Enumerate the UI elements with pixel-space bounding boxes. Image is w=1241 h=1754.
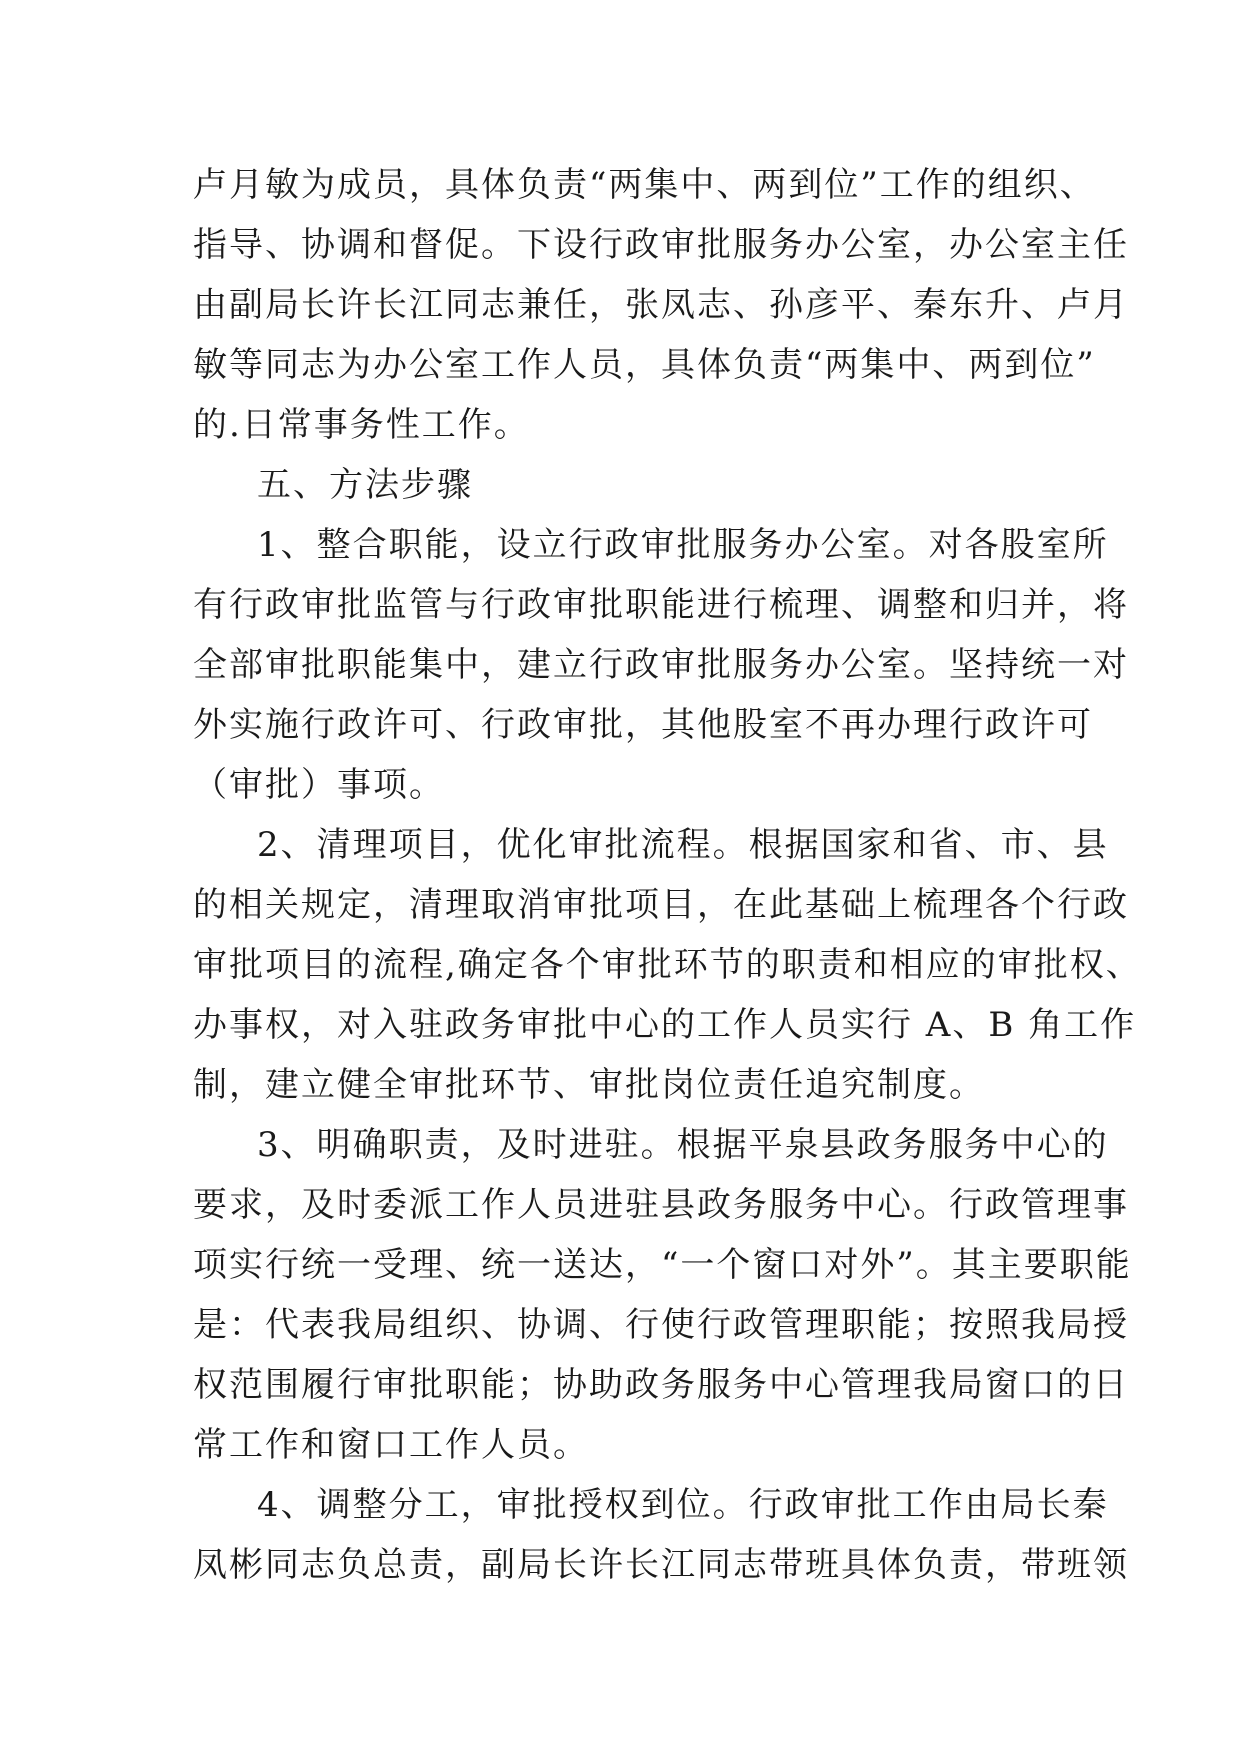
body-line: 由副局长许长江同志兼任，张凤志、孙彦平、秦东升、卢月 [193,285,1129,325]
body-line: 的相关规定，清理取消审批项目，在此基础上梳理各个行政 [193,885,1129,925]
body-line: 凤彬同志负总责，副局长许长江同志带班具体负责，带班领 [193,1545,1129,1585]
paragraph-first-line: 4、调整分工，审批授权到位。行政审批工作由局长秦 [257,1485,1109,1525]
paragraph-first-line: 1、整合职能，设立行政审批服务办公室。对各股室所 [257,525,1109,565]
body-line: 是：代表我局组织、协调、行使行政管理职能；按照我局授 [193,1305,1129,1345]
body-line: 卢月敏为成员，具体负责“两集中、两到位”工作的组织、 [193,165,1096,205]
body-line: 有行政审批监管与行政审批职能进行梳理、调整和归并，将 [193,585,1129,625]
body-line: 审批项目的流程,确定各个审批环节的职责和相应的审批权、 [193,945,1142,985]
body-line: 外实施行政许可、行政审批，其他股室不再办理行政许可 [193,705,1093,745]
document-body [193,155,1142,1595]
paragraph-first-line: 2、清理项目，优化审批流程。根据国家和省、市、县 [257,825,1109,865]
body-line: 常工作和窗口工作人员。 [193,1425,589,1465]
body-line: 的.日常事务性工作。 [193,405,530,445]
body-line: 办事权，对入驻政务审批中心的工作人员实行 A、B 角工作 [193,1005,1137,1045]
body-line: 制，建立健全审批环节、审批岗位责任追究制度。 [193,1065,985,1105]
body-line: 要求，及时委派工作人员进驻县政务服务中心。行政管理事 [193,1185,1129,1225]
body-line: 指导、协调和督促。下设行政审批服务办公室，办公室主任 [193,225,1129,265]
section-heading: 五、方法步骤 [257,465,473,505]
body-line: （审批）事项。 [193,765,445,805]
body-line: 全部审批职能集中，建立行政审批服务办公室。坚持统一对 [193,645,1129,685]
body-line: 权范围履行审批职能；协助政务服务中心管理我局窗口的日 [193,1365,1129,1405]
body-line: 项实行统一受理、统一送达，“一个窗口对外”。其主要职能 [193,1245,1132,1285]
paragraph-first-line: 3、明确职责，及时进驻。根据平泉县政务服务中心的 [257,1125,1109,1165]
body-line: 敏等同志为办公室工作人员，具体负责“两集中、两到位” [193,345,1096,385]
